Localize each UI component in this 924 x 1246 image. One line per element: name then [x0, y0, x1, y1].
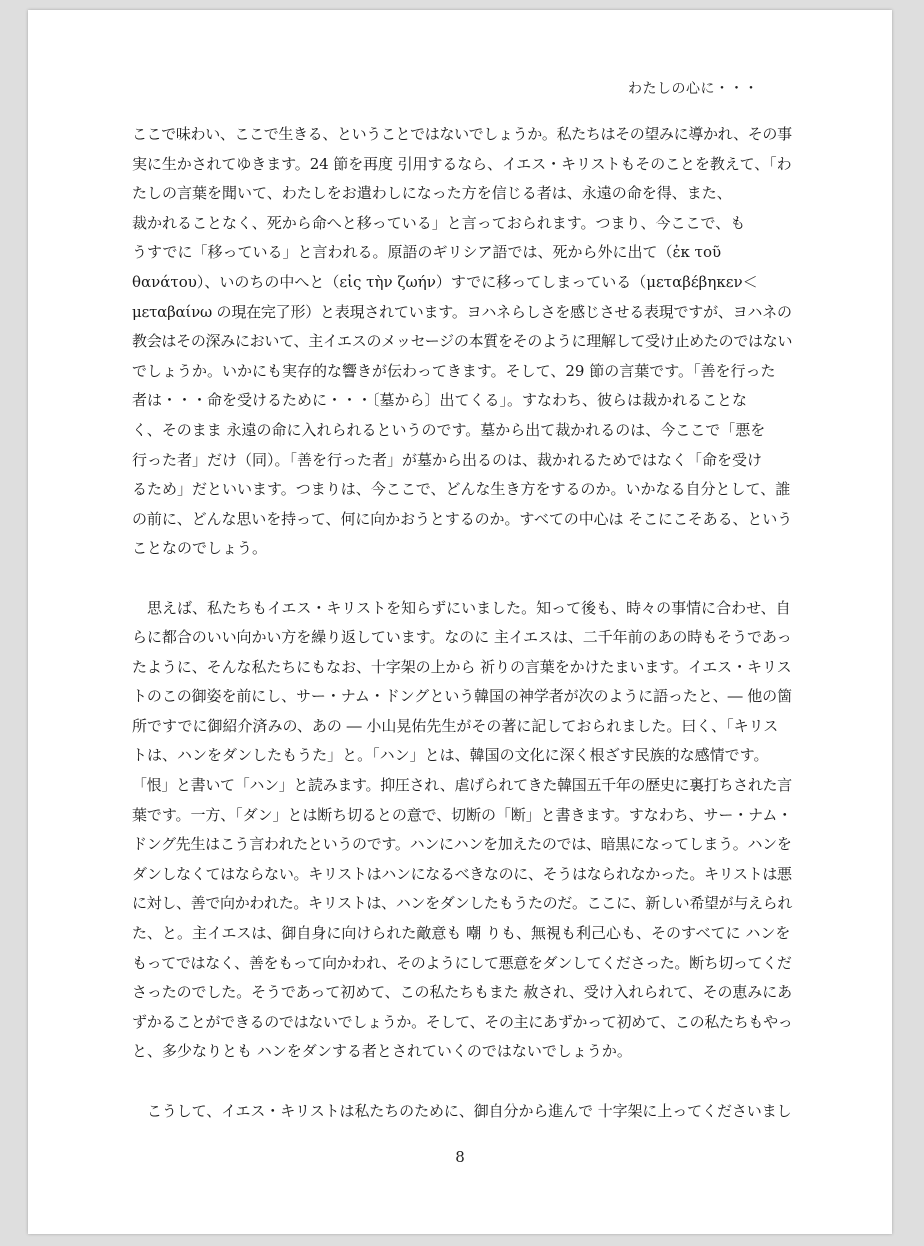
text-line: もってではなく、善をもって向かわれ、そのようにして悪意をダンしてくださった。断ち切ってくだ [132, 953, 792, 972]
text-line: た、と。主イエスは、御自身に向けられた敵意も 嘲 りも、無視も利己心も、そのすべてに ハンを [132, 924, 791, 943]
text-line: ことなのでしょう。 [132, 539, 268, 558]
text-line: トのこの御姿を前にし、サー・ナム・ドングという韓国の神学者が次のように語ったと、― 他の箇 [132, 687, 792, 706]
text-line: に対し、善で向かわれた。キリストは、ハンをダンしたもうたのだ。ここに、新しい希望が与えられ [132, 894, 793, 913]
text-line: ダンしなくてはならない。キリストはハンになるべきなのに、そうはなられなかった。キリストは悪 [132, 864, 792, 883]
text-line: く、そのまま 永遠の命に入れられるというのです。墓から出て裁かれるのは、今ここで「悪を [132, 420, 766, 439]
text-line: の前に、どんな思いを持って、何に向かおうとするのか。すべての中心は そこにこそある、という [132, 509, 793, 528]
text-line: うすでに「移っている」と言われる。原語のギリシア語では、死から外に出て（ἐκ τοῦ [132, 243, 722, 262]
text-line: ドング先生はこう言われたというのです。ハンにハンを加えたのでは、暗黒になってしまう。ハンを [132, 835, 792, 854]
text-line: μεταβαίνω の現在完了形）と表現されています。ヨハネらしさを感じさせる表現ですが、ヨハネの [132, 302, 792, 321]
text-line: 裁かれることなく、死から命へと移っている」と言っておられます。つまり、今ここで、も [132, 213, 746, 232]
text-line: 実に生かされてゆきます。24 節を再度 引用するなら、イエス・キリストもそのことを教えて、「わ [132, 154, 792, 173]
text-line: 所ですでに御紹介済みの、あの ― 小山晃佑先生がその著に記しておられました。曰く、「キリス [132, 716, 779, 735]
body-text [132, 120, 792, 1126]
text-line: ここで味わい、ここで生きる、ということではないでしょうか。私たちはその望みに導かれ、その事 [132, 125, 792, 143]
text-line: たしの言葉を聞いて、わたしをお遣わしになった方を信じる者は、永遠の命を得、また、 [132, 184, 732, 203]
text-line: こうして、イエス・キリストは私たちのために、御自分から進んで 十字架に上ってくださいまし [132, 1101, 792, 1120]
text-line: でしょうか。いかにも実存的な響きが伝わってきます。そして、29 節の言葉です。「善を行った [132, 361, 776, 380]
text-line: たように、そんな私たちにもなお、十字架の上から 祈りの言葉をかけたまいます。イエス・キリス [132, 657, 792, 676]
text-line: るため」だといいます。つまりは、今ここで、どんな生き方をするのか。いかなる自分として、誰 [132, 480, 791, 499]
paragraph-gap [132, 1067, 792, 1097]
text-line: 行った者」だけ（同）。「善を行った者」が墓から出るのは、裁かれるためではなく「命を受け [132, 450, 763, 469]
running-head: わたしの心に・・・ [628, 81, 759, 97]
text-line: 教会はその深みにおいて、主イエスのメッセージの本質をそのように理解して受け止めたのではない [132, 332, 793, 351]
text-line: 「恨」と書いて「ハン」と読みます。抑圧され、虐げられてきた韓国五千年の歴史に裏打ちされた言 [132, 776, 792, 795]
page-number: 8 [455, 1148, 465, 1166]
document-page [28, 10, 892, 1234]
text-line: トは、ハンをダンしたもうた」と。「ハン」とは、韓国の文化に深く根ざす民族的な感情です。 [132, 746, 769, 765]
text-line: 思えば、私たちもイエス・キリストを知らずにいました。知って後も、時々の事情に合わせ、自 [132, 598, 791, 617]
text-line: さったのでした。そうであって初めて、この私たちもまた 赦され、受け入れられて、その恵みにあ [132, 983, 792, 1002]
paragraph-gap [132, 564, 792, 594]
text-line: ずかることができるのではないでしょうか。そして、その主にあずかって初めて、この私たちもやっ [132, 1012, 793, 1031]
text-line: 者は・・・命を受けるために・・・〔墓から〕出てくる」。すなわち、彼らは裁かれることな [132, 391, 748, 410]
text-line: θανάτου）、いのちの中へと（εἰς τὴν ζωήν）すでに移ってしまっている（μεταβέβηκεν＜ [132, 272, 758, 291]
text-line: と、多少なりとも ハンをダンする者とされていくのではないでしょうか。 [132, 1042, 632, 1061]
text-line: らに都合のいい向かい方を繰り返しています。なのに 主イエスは、二千年前のあの時もそうであっ [132, 628, 792, 647]
text-line: 葉です。一方、「ダン」とは断ち切るとの意で、切断の「断」と書きます。すなわち、サー・ナム・ [132, 805, 793, 824]
